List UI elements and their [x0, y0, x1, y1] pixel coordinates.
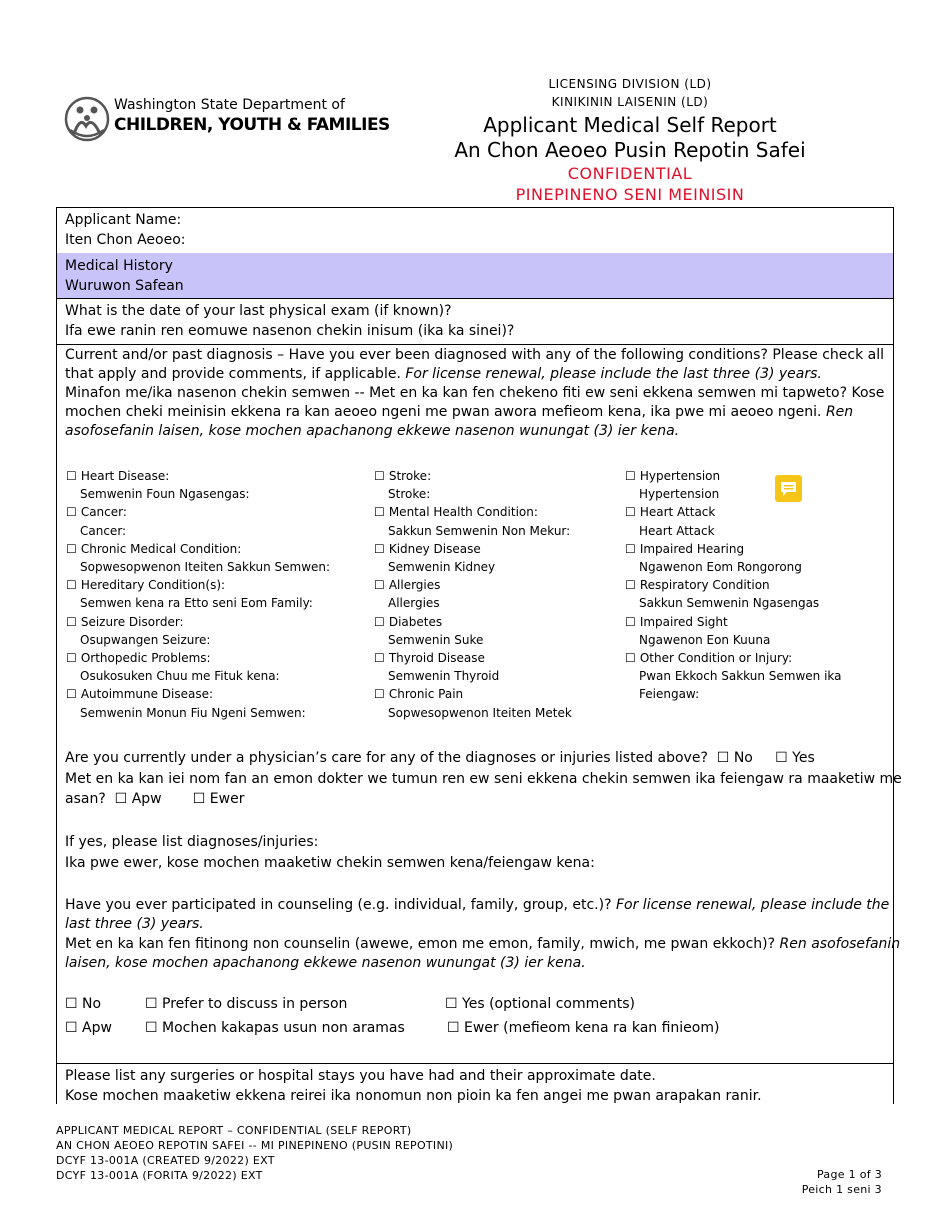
condition-label-tr: Osupwangen Seizure:: [80, 632, 211, 647]
condition-mental-health[interactable]: ☐ Mental Health Condition:: [374, 503, 572, 521]
physician-question-tr-2: asan?: [65, 791, 106, 807]
footer-line-2: AN CHON AEOEO REPOTIN SAFEI -- MI PINEPINENO (PUSIN REPOTINI): [56, 1139, 454, 1152]
condition-kidney[interactable]: ☐ Kidney Disease: [374, 540, 572, 558]
physician-yes-label: Yes: [792, 750, 815, 766]
condition-stroke[interactable]: ☐ Stroke:: [374, 467, 572, 485]
page-number-tr: Peich 1 seni 3: [801, 1183, 882, 1196]
counseling-question-en: Have you ever participated in counseling (e.g. individual, family, group, etc.)?: [65, 897, 616, 913]
page-title-en: Applicant Medical Self Report: [483, 113, 777, 137]
condition-hypertension[interactable]: ☐ Hypertension: [625, 467, 842, 485]
condition-impaired-sight[interactable]: ☐ Impaired Sight: [625, 613, 842, 631]
checkbox-icon[interactable]: ☐: [625, 651, 636, 666]
checkbox-icon[interactable]: ☐: [625, 578, 636, 593]
conditions-col-1: [66, 467, 330, 722]
checkbox-icon[interactable]: ☐: [625, 469, 636, 483]
counseling-renewal-en-2: last three (3) years.: [65, 916, 204, 932]
condition-label-tr: Feiengaw:: [639, 687, 700, 702]
diagnosis-intro-en-2: that apply and provide comments, if applicable.: [65, 366, 406, 382]
condition-label-tr: Stroke:: [388, 487, 431, 502]
counseling-option-yes[interactable]: [445, 994, 635, 1014]
family-logo-icon: [64, 94, 110, 144]
counseling-option-mochen[interactable]: [145, 1018, 405, 1038]
condition-label-tr: Sakkun Semwenin Non Mekur:: [388, 523, 571, 538]
checkbox-icon[interactable]: ☐: [66, 541, 77, 556]
comment-glyph-icon: [775, 475, 802, 502]
logo-line1: Washington State Department of: [114, 97, 345, 113]
physician-apw-checkbox[interactable]: ☐: [114, 791, 128, 807]
diagnosis-renewal-en: For license renewal, please include the last three (3) years.: [405, 366, 822, 382]
condition-label-tr: Semwenin Kidney: [388, 560, 496, 575]
conditions-col-2: [374, 467, 572, 722]
diagnosis-renewal-tr-1: Ren: [825, 404, 854, 420]
condition-label-tr: Semwen kena ra Etto seni Eom Family:: [80, 596, 313, 611]
condition-cancer[interactable]: ☐ Cancer:: [66, 503, 330, 521]
checkbox-icon[interactable]: ☐: [66, 469, 77, 483]
condition-label-tr: Sopwesopwenon Iteiten Metek: [388, 705, 572, 720]
checkbox-icon[interactable]: ☐: [625, 505, 636, 520]
condition-hereditary[interactable]: ☐ Hereditary Condition(s):: [66, 576, 330, 594]
last-exam-row[interactable]: [57, 298, 893, 345]
diagnosis-renewal-tr-2: asofosefanin laisen, kose mochen apachanong ekkewe nasenon wunungat (3) ier kena.: [65, 423, 680, 439]
condition-impaired-hearing[interactable]: ☐ Impaired Hearing: [625, 540, 842, 558]
condition-heart-attack[interactable]: ☐ Heart Attack: [625, 503, 842, 521]
footer-line-3: DCYF 13-001A (CREATED 9/2022) EXT: [56, 1154, 275, 1167]
checkbox-icon[interactable]: ☐: [374, 541, 385, 556]
physician-apw-label: Apw: [131, 791, 162, 807]
checkbox-icon[interactable]: ☐: [65, 996, 78, 1012]
physician-question-en-line: [65, 748, 815, 768]
dcyf-logo: [64, 94, 390, 144]
physician-question-tr-1: Met en ka kan iei nom fan an emon dokter we tumun ren ew seni ekkena chekin semwen ika feiengaw ra maaketiw me: [65, 771, 902, 787]
counseling-renewal-tr-1: Ren asofosefanin: [779, 936, 901, 952]
option-label: Yes (optional comments): [462, 996, 635, 1012]
condition-respiratory[interactable]: ☐ Respiratory Condition: [625, 576, 842, 594]
physician-no-checkbox[interactable]: ☐: [716, 750, 730, 766]
logo-line2: CHILDREN, YOUTH & FAMILIES: [114, 115, 390, 135]
condition-label-tr: Hypertension: [639, 487, 720, 502]
surgeries-row[interactable]: [57, 1063, 893, 1108]
list-diagnoses-en: If yes, please list diagnoses/injuries:: [65, 834, 319, 850]
counseling-option-apw[interactable]: [65, 1018, 112, 1038]
condition-label-tr: Sakkun Semwenin Ngasengas: [639, 596, 820, 611]
condition-heart-disease[interactable]: ☐ Heart Disease:: [66, 467, 330, 485]
condition-label-tr: Semwenin Thyroid: [388, 669, 500, 684]
footer-left: [56, 1123, 453, 1183]
checkbox-icon[interactable]: ☐: [145, 1020, 158, 1036]
condition-chronic-medical[interactable]: ☐ Chronic Medical Condition:: [66, 540, 330, 558]
section-header: [57, 253, 893, 299]
checkbox-icon[interactable]: ☐: [374, 578, 385, 593]
counseling-option-no[interactable]: [65, 994, 101, 1014]
condition-orthopedic[interactable]: ☐ Orthopedic Problems:: [66, 649, 330, 667]
condition-label-tr: Ngawenon Eom Rongorong: [639, 560, 802, 575]
footer-line-4: DCYF 13-001A (FORITA 9/2022) EXT: [56, 1169, 263, 1182]
option-label: No: [82, 996, 102, 1012]
comment-icon[interactable]: [775, 475, 802, 502]
condition-label-tr: Semwenin Suke: [388, 632, 484, 647]
checkbox-icon[interactable]: ☐: [65, 1020, 78, 1036]
checkbox-icon[interactable]: ☐: [447, 1020, 460, 1036]
condition-label-tr: Sopwesopwenon Iteiten Sakkun Semwen:: [80, 560, 331, 575]
option-label: Ewer (mefieom kena ra kan finieom): [464, 1020, 720, 1036]
condition-label-tr: Ngawenon Eon Kuuna: [639, 632, 771, 647]
checkbox-icon[interactable]: ☐: [66, 578, 77, 593]
condition-label-tr: Cancer:: [80, 523, 127, 538]
checkbox-icon[interactable]: ☐: [374, 469, 385, 483]
condition-allergies[interactable]: ☐ Allergies: [374, 576, 572, 594]
physician-no-label: No: [733, 750, 753, 766]
applicant-label-tr: Iten Chon Aeoeo:: [65, 232, 186, 248]
checkbox-icon[interactable]: ☐: [66, 505, 77, 520]
confidential-tr: PINEPINENO SENI MEINISIN: [515, 185, 745, 204]
condition-label-tr: Semwenin Monun Fiu Ngeni Semwen:: [80, 705, 306, 720]
section-title-tr: Wuruwon Safean: [65, 278, 184, 294]
checkbox-icon[interactable]: ☐: [374, 505, 385, 520]
condition-thyroid[interactable]: ☐ Thyroid Disease: [374, 649, 572, 667]
option-label: Prefer to discuss in person: [162, 996, 348, 1012]
checkbox-icon[interactable]: ☐: [374, 687, 385, 702]
physician-question-tr-line: [65, 789, 244, 809]
applicant-label-en: Applicant Name:: [65, 212, 182, 228]
division-en: LICENSING DIVISION (LD): [548, 77, 712, 91]
checkbox-icon[interactable]: ☐: [374, 651, 385, 666]
condition-diabetes[interactable]: ☐ Diabetes: [374, 613, 572, 631]
surgeries-en: Please list any surgeries or hospital stays you have had and their approximate date.: [65, 1068, 656, 1084]
counseling-en-line-1: [65, 895, 889, 915]
checkbox-icon[interactable]: ☐: [445, 996, 458, 1012]
counseling-question-tr: Met en ka kan fen fitinong non counselin (awewe, emon me emon, family, mwich, me pwan ekkoch)?: [65, 936, 780, 952]
checkbox-icon[interactable]: ☐: [374, 614, 385, 629]
condition-label-tr: Heart Attack: [639, 523, 715, 538]
diagnosis-intro-en-1: Current and/or past diagnosis – Have you ever been diagnosed with any of the following conditions? Please check all: [65, 347, 885, 363]
checkbox-icon[interactable]: ☐: [625, 614, 636, 629]
medical-form: [56, 207, 902, 1104]
condition-other[interactable]: ☐ Other Condition or Injury:: [625, 649, 842, 667]
diagnosis-row: [57, 344, 902, 1064]
counseling-renewal-en-1: For license renewal, please include the: [615, 897, 890, 913]
diagnosis-intro-tr-2: mochen cheki meinisin ekkena ra kan aeoeo ngeni me pwan awora mefieom kena, ika pwe mi aeoeo ngeni.: [65, 404, 826, 420]
page-number-en: Page 1 of 3: [816, 1168, 882, 1181]
counseling-tr-line-1: [65, 934, 900, 954]
condition-chronic-pain[interactable]: ☐ Chronic Pain: [374, 685, 572, 703]
condition-label-tr: Pwan Ekkoch Sakkun Semwen ika: [639, 669, 842, 684]
physician-ewer-checkbox[interactable]: ☐: [192, 791, 206, 807]
exam-question-tr: Ifa ewe ranin ren eomuwe nasenon chekin inisum (ika ka sinei)?: [65, 323, 515, 339]
footer-line-1: APPLICANT MEDICAL REPORT – CONFIDENTIAL (SELF REPORT): [56, 1124, 412, 1137]
counseling-renewal-tr-2: laisen, kose mochen apachanong ekkewe nasenon wunungat (3) ier kena.: [65, 955, 586, 971]
list-diagnoses-tr: Ika pwe ewer, kose mochen maaketiw chekin semwen kena/feiengaw kena:: [65, 855, 595, 871]
condition-label-tr: Osukosuken Chuu me Fituk kena:: [80, 669, 280, 684]
physician-yes-checkbox[interactable]: ☐: [775, 750, 788, 766]
counseling-option-prefer[interactable]: [145, 994, 347, 1014]
checkbox-icon[interactable]: ☐: [66, 651, 77, 666]
checkbox-icon[interactable]: ☐: [66, 687, 77, 702]
checkbox-icon[interactable]: ☐: [66, 614, 77, 629]
surgeries-tr: Kose mochen maaketiw ekkena reirei ika nonomun non pioin ka fen angei me pwan arapakan ranir.: [65, 1088, 762, 1104]
diagnosis-intro-tr-1: Minafon me/ika nasenon chekin semwen -- Met en ka kan fen chekeno fiti ew seni ekkena semwen mi tapweto? Kose: [65, 385, 885, 401]
condition-autoimmune[interactable]: ☐ Autoimmune Disease:: [66, 685, 330, 703]
checkbox-icon[interactable]: ☐: [145, 996, 158, 1012]
footer-right: [802, 1167, 882, 1197]
applicant-name-row[interactable]: [57, 208, 893, 254]
physician-question-en: Are you currently under a physician’s care for any of the diagnoses or injuries listed above?: [65, 750, 708, 766]
confidential-en: CONFIDENTIAL: [567, 164, 693, 183]
condition-seizure[interactable]: ☐ Seizure Disorder:: [66, 613, 330, 631]
page-title-tr: An Chon Aeoeo Pusin Repotin Safei: [454, 138, 806, 162]
physician-ewer-label: Ewer: [209, 791, 245, 807]
counseling-option-ewer[interactable]: [447, 1018, 719, 1038]
section-title-en: Medical History: [65, 258, 173, 274]
condition-label-tr: Allergies: [388, 596, 440, 611]
conditions-col-3: [625, 467, 842, 704]
checkbox-icon[interactable]: ☐: [625, 541, 636, 556]
option-label: Mochen kakapas usun non aramas: [162, 1020, 405, 1036]
exam-question-en: What is the date of your last physical exam (if known)?: [65, 303, 452, 319]
option-label: Apw: [82, 1020, 112, 1036]
division-tr: KINIKININ LAISENIN (LD): [551, 95, 709, 109]
condition-label-tr: Semwenin Foun Ngasengas:: [80, 487, 250, 502]
